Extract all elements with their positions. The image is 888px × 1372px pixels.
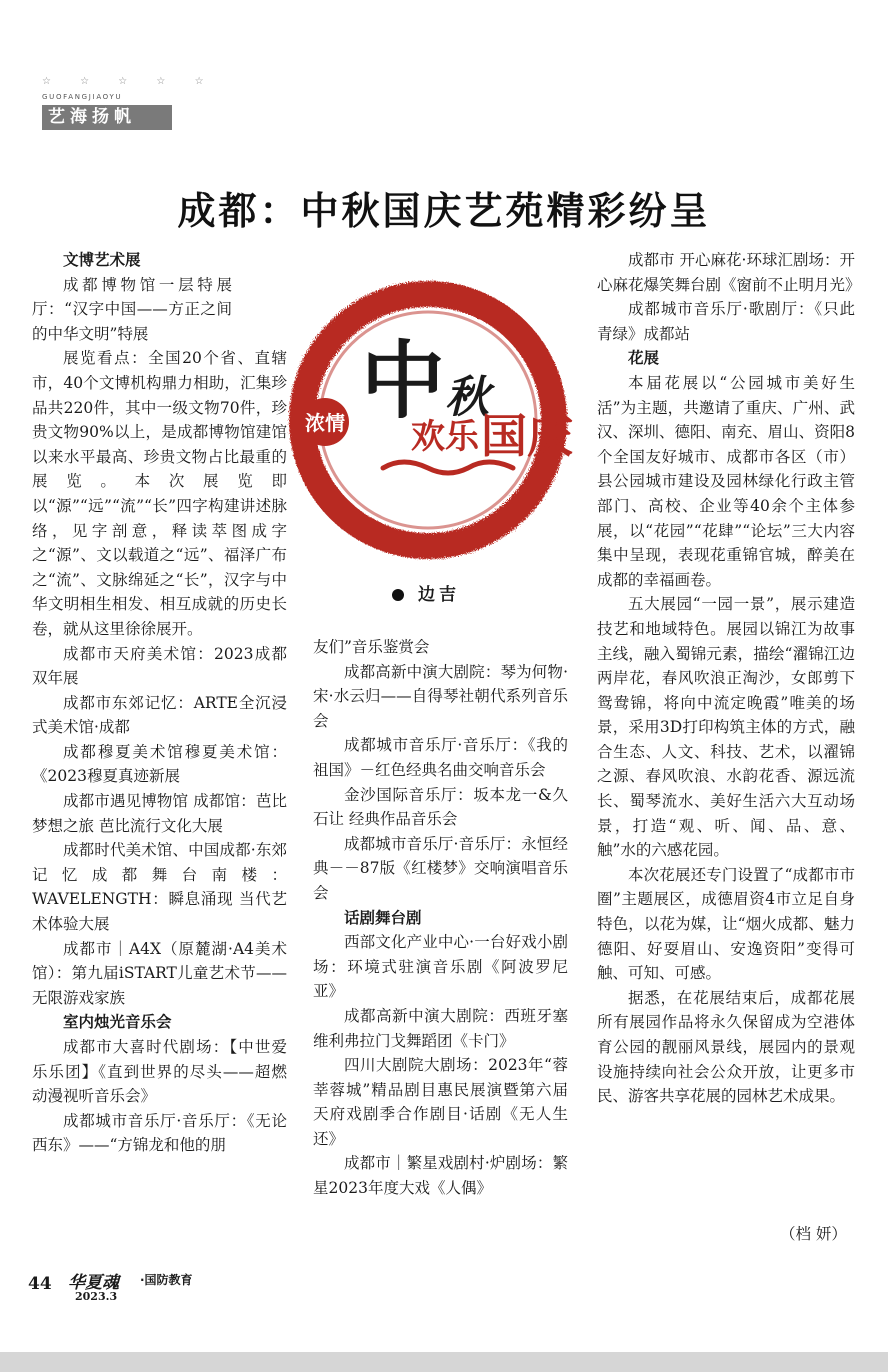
- paragraph: 成都城市音乐厅·音乐厅：永恒经典－－87版《红楼梦》交响演唱音乐会: [313, 834, 568, 902]
- article-column-2: [313, 635, 568, 1201]
- header-stars: ☆ ☆ ☆ ☆ ☆: [42, 76, 217, 87]
- subheading-huazhan: 花展: [628, 349, 660, 368]
- page-number: 44: [28, 1274, 52, 1294]
- seal-text-qiu: 秋: [445, 372, 489, 423]
- paragraph: 成都市东郊记忆：ARTE全沉浸式美术馆·成都: [32, 693, 287, 737]
- article-column-1: [32, 248, 287, 1158]
- section-label: 艺海扬帆: [42, 105, 172, 130]
- article-column-3: [597, 248, 861, 1109]
- paragraph: 成都城市音乐厅·音乐厅：《我的祖国》－红色经典名曲交响音乐会: [313, 736, 568, 779]
- paragraph: 成都市｜繁星戏剧村·炉剧场：繁星2023年度大戏《人偶》: [313, 1154, 568, 1198]
- subheading-huaju: 话剧舞台剧: [344, 908, 422, 927]
- bullet-dot: [392, 589, 404, 601]
- cloud-ornament: [383, 462, 513, 473]
- paragraph: 本次花展还专门设置了“成都市市圈”主题展区，成德眉资4市立足自身特色，以花为媒，让“烟火成都、魅力德阳、好耍眉山、安逸资阳”变得可触、可知、可感。: [597, 865, 855, 983]
- paragraph: 五大展园“一园一景”，展示建造技艺和地域特色。展园以锦江为故事主线，融入蜀锦元素，描绘“濯锦江边两岸花，春风吹浪正淘沙，女郎剪下鸳鸯锦，将向中流定晚霞”唯美的场景，采用3D打印构筑主体的方式，融合生态、人文、科技、艺术，以濯锦之源、春风吹浪、水韵花香、源远流长、蜀琴流水、美好生活六大互动场景，打造“观、听、闻、品、意、触”水的六感花园。: [597, 595, 855, 860]
- paragraph: 成都市遇见博物馆 成都馆：芭比梦想之旅 芭比流行文化大展: [32, 792, 287, 835]
- paragraph: 友们”音乐鉴赏会: [313, 638, 430, 656]
- paragraph: 成都高新中演大剧院：琴为何物·宋·水云归——自得琴社朝代系列音乐会: [313, 662, 568, 730]
- seal-text-nongqing: 浓情: [305, 411, 345, 435]
- author-line: [392, 580, 460, 605]
- paragraph: 展览看点：全国20个省、直辖市，40个文博机构鼎力相助，汇集珍品共220件，其中一级文物70件，珍贵文物90%以上，是成都博物馆建馆以来水平最高、珍贵文物占比最重的展览。本次展览即以“源”“远”“流”“长”四字构建讲述脉络，见字剖意，释读萃图成字之“源”、文以载道之“远”、福泽广布之“流”、文脉绵延之“长”，汉字与中华文明相生相发、相互成就的历史长卷，就从这里徐徐展开。: [32, 349, 287, 638]
- paragraph: 西部文化产业中心·一台好戏小剧场：环境式驻演音乐剧《阿波罗尼亚》: [313, 933, 568, 1001]
- article-title: 成都：中秋国庆艺苑精彩纷呈: [177, 188, 711, 233]
- paragraph: 成都市天府美术馆：2023成都双年展: [32, 644, 287, 688]
- paragraph: 成都市｜A4X（原麓湖·A4美术馆）：第九届iSTART儿童艺术节——无限游戏家族: [32, 939, 287, 1007]
- paragraph: 成都博物馆一层特展厅：“汉字中国——方正之间的中华文明”特展: [32, 275, 232, 343]
- paragraph: 成都高新中演大剧院：西班牙塞维利弗拉门戈舞蹈团《卡门》: [313, 1006, 568, 1050]
- seal-text-zhong: 中: [361, 331, 446, 430]
- bottom-band: [0, 1352, 888, 1372]
- magazine-subtitle: ·国防教育: [140, 1273, 193, 1287]
- magazine-name: 华夏魂: [68, 1273, 119, 1293]
- subheading-wenbo: 文博艺术展: [63, 251, 141, 269]
- paragraph: 成都市大喜时代剧场：【中世爱乐乐团】《直到世界的尽头——超燃动漫视听音乐会》: [32, 1038, 287, 1106]
- paragraph: 成都市 开心麻花·环球汇剧场：开心麻花爆笑舞台剧《窗前不止明月光》: [597, 251, 861, 294]
- paragraph: 本届花展以“公园城市美好生活”为主题，共邀请了重庆、广州、武汉、深圳、德阳、南充、眉山、资阳8个全国友好城市、成都市各区（市）县公园城市建设及园林绿化行政主管部门、高校、企业等40余个主体参展，以“花园”“花肆”“论坛”三大内容集中呈现，表现花重锦官城，醉美在成都的幸福画卷。: [597, 373, 855, 589]
- festival-seal-graphic: [273, 270, 583, 575]
- seal-text-guoqing: 国庆: [481, 409, 573, 463]
- author-name: 边吉: [418, 585, 460, 605]
- paragraph: 四川大剧院大剧场：2023年“蓉莘蓉城”精品剧目惠民展演暨第六届天府戏剧季合作剧目·话剧《无人生还》: [313, 1056, 568, 1148]
- paragraph: 成都穆夏美术馆穆夏美术馆：《2023穆夏真迹新展: [32, 742, 287, 786]
- paragraph: 据悉，在花展结束后，成都花展所有展园作品将永久保留成为空港体育公园的靓丽风景线，展园内的景观设施持续向社会公众开放，让更多市民、游客共享花展的园林艺术成果。: [597, 988, 855, 1106]
- paragraph: 成都城市音乐厅·歌剧厅：《只此青绿》成都站: [597, 300, 855, 343]
- paragraph: 金沙国际音乐厅：坂本龙一&久石让 经典作品音乐会: [313, 785, 568, 829]
- paragraph: 成都城市音乐厅·音乐厅：《无论西东》——“方锦龙和他的朋: [32, 1111, 287, 1155]
- wrap-block: [32, 273, 287, 642]
- issue-number: 2023.3: [75, 1290, 118, 1303]
- paragraph: 成都时代美术馆、中国成都·东郊记忆成都舞台南楼：WAVELENGTH：瞬息涌现 当代艺术体验大展: [32, 841, 287, 934]
- subheading-zhuguang: 室内烛光音乐会: [63, 1013, 172, 1032]
- section-pinyin: GUOFANGJIAOYU: [42, 93, 123, 101]
- signature: （档 妍）: [780, 1225, 847, 1243]
- seal-text-huanle: 欢乐: [411, 417, 479, 457]
